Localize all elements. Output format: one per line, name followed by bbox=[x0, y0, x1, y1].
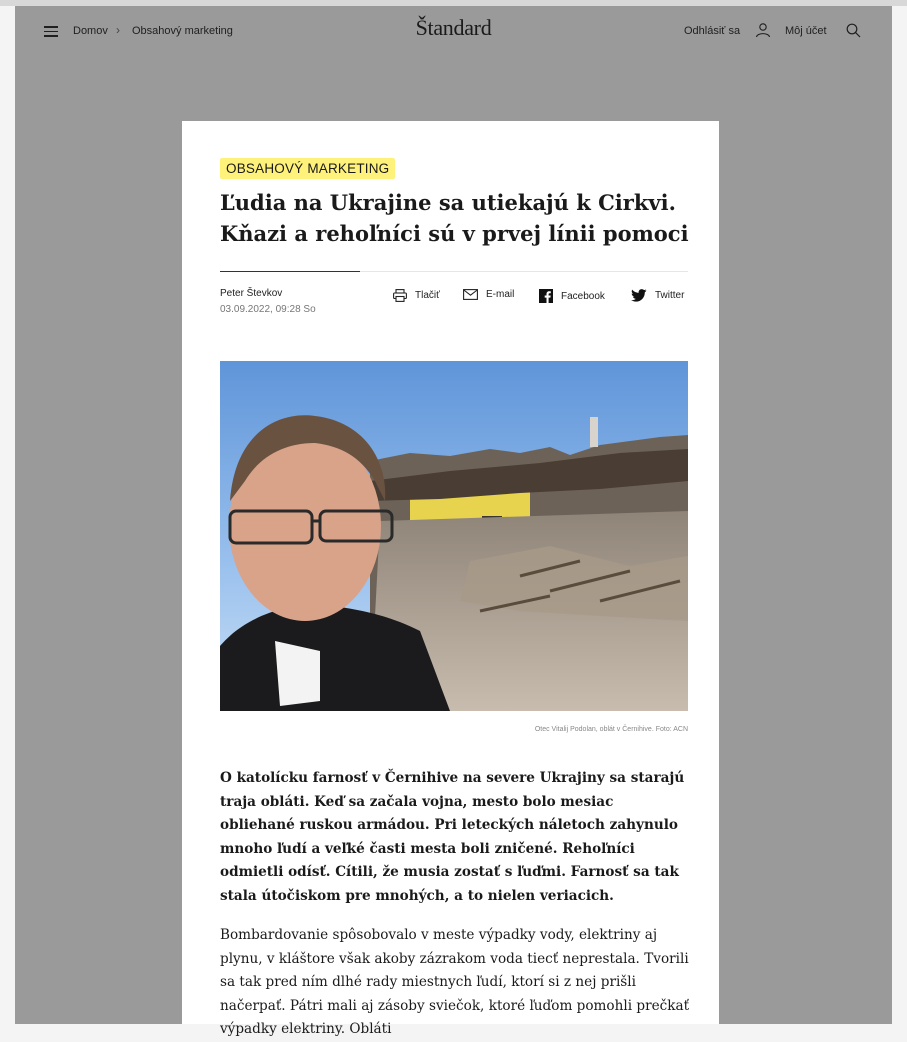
article-photo bbox=[220, 361, 688, 711]
printer-icon bbox=[393, 289, 407, 302]
title-line-1: Ľudia na Ukrajine sa utiekajú k Cirkvi. bbox=[220, 190, 676, 215]
chevron-right-icon: › bbox=[116, 23, 120, 37]
email-button[interactable] bbox=[463, 289, 514, 300]
facebook-label: Facebook bbox=[561, 290, 605, 302]
mail-icon bbox=[463, 289, 478, 300]
category-tag[interactable]: OBSAHOVÝ MARKETING bbox=[220, 158, 395, 179]
publish-date: 03.09.2022, 09:28 So bbox=[220, 304, 316, 315]
photo-caption: Otec Vitalij Podolan, oblát v Černihive. Foto: ACN bbox=[534, 726, 688, 733]
breadcrumb-home[interactable]: Domov bbox=[73, 25, 108, 37]
title-line-2: Kňazi a rehoľníci sú v prvej línii pomoci bbox=[220, 221, 689, 246]
account-link[interactable]: Môj účet bbox=[785, 25, 827, 37]
search-icon[interactable] bbox=[846, 23, 861, 38]
twitter-button[interactable] bbox=[631, 289, 684, 302]
site-header bbox=[15, 6, 892, 56]
breadcrumb-category[interactable]: Obsahový marketing bbox=[132, 25, 233, 37]
facebook-icon bbox=[539, 289, 553, 303]
divider-dark bbox=[220, 271, 360, 272]
logout-link[interactable]: Odhlásiť sa bbox=[684, 25, 741, 37]
user-icon[interactable] bbox=[755, 22, 771, 38]
twitter-label: Twitter bbox=[655, 290, 685, 301]
article-body: Bombardovanie spôsobovalo v meste výpadky vody, elektriny aj plynu, v kláštore však akoby zázrakom voda tiecť neprestala. Tvorili sa tak pred ním dlhé rady miestnych ľudí, ktorí si z nej prišli načerpať. Pátri mali aj zásoby sviečok, ktoré ľuďom pomohli prečkať výpadky elektriny. Obláti bbox=[220, 927, 690, 1037]
author-name[interactable]: Peter Števkov bbox=[220, 288, 283, 299]
email-label: E-mail bbox=[486, 289, 515, 300]
article-card bbox=[182, 121, 719, 1037]
divider-light bbox=[360, 271, 688, 272]
print-label: Tlačiť bbox=[415, 290, 440, 301]
site-logo[interactable]: Štandard bbox=[415, 15, 492, 40]
article-title bbox=[220, 187, 690, 249]
facebook-button[interactable] bbox=[539, 289, 605, 303]
twitter-icon bbox=[631, 289, 647, 302]
article-lead: O katolícku farnosť v Černihive na severe Ukrajiny sa starajú traja obláti. Keď sa začala vojna, mesto bolo mesiac obliehané ruskou armádou. Pri leteckých náletoch zahynulo mnoho ľudí a veľké časti mesta boli zničené. Rehoľníci odmietli odísť. Cítili, že musia zostať s ľuďmi. Farnosť sa tak stala útočiskom pre mnohých, a to nielen veriacich. bbox=[220, 770, 685, 904]
print-button[interactable] bbox=[393, 289, 440, 302]
